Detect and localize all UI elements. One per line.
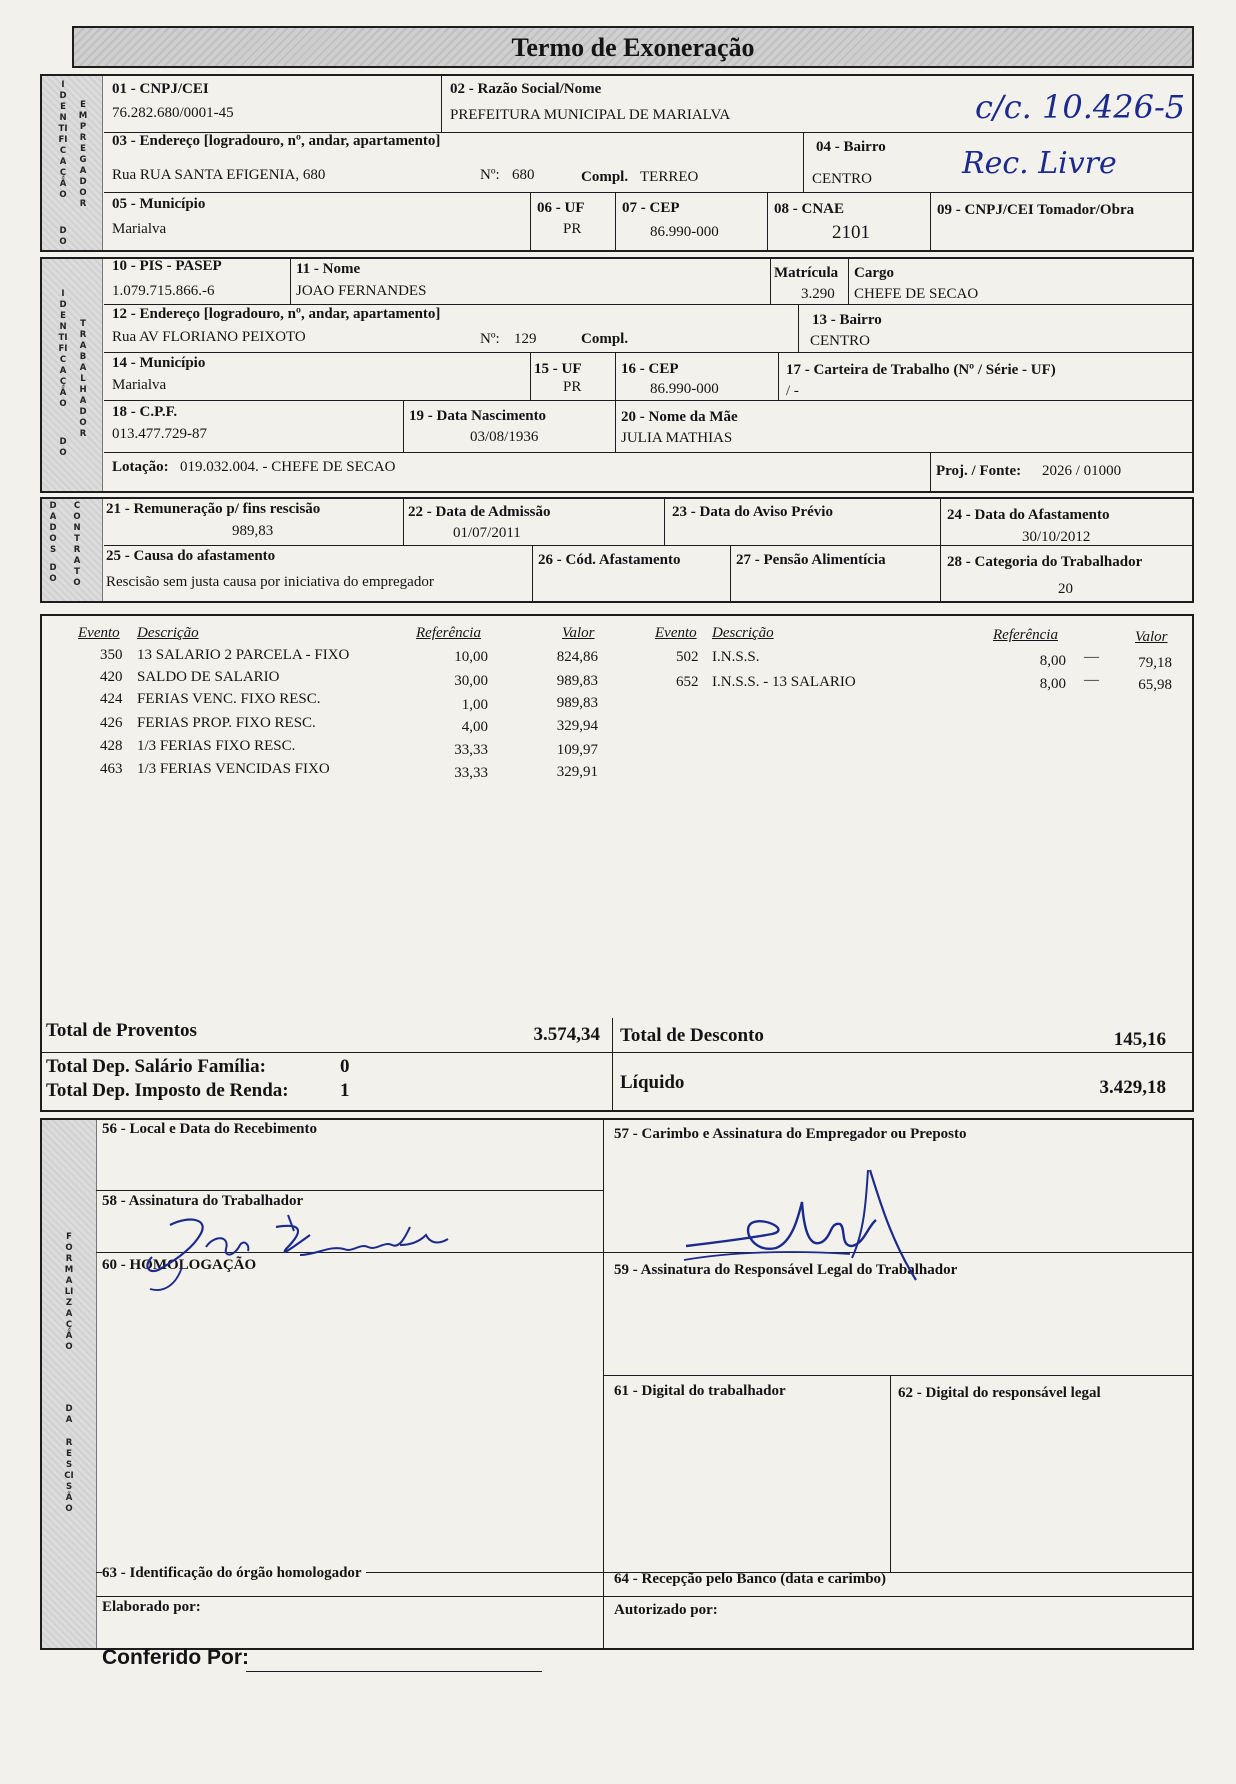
f16-label: 16 - CEP bbox=[621, 361, 679, 377]
f13-label: 13 - Bairro bbox=[812, 312, 882, 328]
matricula-label: Matrícula bbox=[774, 265, 839, 281]
f24-label: 24 - Data do Afastamento bbox=[947, 507, 1110, 523]
matricula-value: 3.290 bbox=[801, 286, 835, 302]
f03-compl-value: TERREO bbox=[640, 169, 699, 185]
descontos-header-evento: Evento bbox=[655, 625, 697, 641]
f14-value: Marialva bbox=[112, 377, 167, 393]
f17-label: 17 - Carteira de Trabalho (Nº / Série - UF) bbox=[786, 362, 1056, 378]
total-familia-label: Total Dep. Salário Família: bbox=[46, 1056, 266, 1077]
handwritten-note-account: c/c. 10.426-5 bbox=[975, 88, 1186, 126]
handwritten-note-receipt: Rec. Livre bbox=[962, 146, 1117, 181]
f01-value: 76.282.680/0001-45 bbox=[112, 105, 234, 121]
lotacao-label: Lotação: bbox=[112, 459, 169, 475]
f25-label: 25 - Causa do afastamento bbox=[106, 548, 276, 564]
proj-value: 2026 / 01000 bbox=[1042, 463, 1122, 479]
worker-signature bbox=[130, 1205, 470, 1295]
f16-value: 86.990-000 bbox=[650, 381, 719, 397]
f03-value: Rua RUA SANTA EFIGENIA, 680 bbox=[112, 167, 326, 183]
f20-label: 20 - Nome da Mãe bbox=[621, 409, 738, 425]
f01-label: 01 - CNPJ/CEI bbox=[112, 81, 209, 97]
f24-value: 30/10/2012 bbox=[1022, 529, 1091, 545]
f03-label: 03 - Endereço [logradouro, nº, andar, apartamento] bbox=[112, 133, 441, 149]
f10-label: 10 - PIS - PASEP bbox=[112, 258, 222, 274]
f05-label: 05 - Município bbox=[112, 196, 206, 212]
descontos-header-referencia: Referência bbox=[993, 627, 1058, 643]
f22-label: 22 - Data de Admissão bbox=[408, 504, 551, 520]
f56-label: 56 - Local e Data do Recebimento bbox=[102, 1121, 317, 1137]
document-title: Termo de Exoneração bbox=[511, 33, 755, 62]
f02-label: 02 - Razão Social/Nome bbox=[450, 81, 602, 97]
f13-value: CENTRO bbox=[810, 333, 870, 349]
f21-label: 21 - Remuneração p/ fins rescisão bbox=[106, 501, 321, 517]
f15-value: PR bbox=[563, 379, 582, 395]
proventos-header-descricao: Descrição bbox=[137, 625, 199, 641]
f28-value: 20 bbox=[1058, 581, 1073, 597]
f21-value: 989,83 bbox=[232, 523, 274, 539]
descontos-header-descricao: Descrição bbox=[712, 625, 774, 641]
total-familia-value: 0 bbox=[340, 1056, 350, 1077]
elaborado-label: Elaborado por: bbox=[102, 1599, 201, 1615]
f12-value: Rua AV FLORIANO PEIXOTO bbox=[112, 329, 306, 345]
f12-numero-label: Nº: bbox=[480, 331, 500, 347]
f17-value: / - bbox=[786, 383, 799, 399]
f12-label: 12 - Endereço [logradouro, nº, andar, apartamento] bbox=[112, 306, 441, 322]
f12-numero-value: 129 bbox=[514, 331, 537, 347]
f19-value: 03/08/1936 bbox=[470, 429, 539, 445]
f14-label: 14 - Município bbox=[112, 355, 206, 371]
f58-label: 58 - Assinatura do Trabalhador bbox=[102, 1193, 304, 1209]
proventos-header-valor: Valor bbox=[562, 625, 595, 641]
employer-signature bbox=[680, 1162, 920, 1302]
f18-label: 18 - C.P.F. bbox=[112, 404, 178, 420]
f22-value: 01/07/2011 bbox=[453, 525, 521, 541]
f08-label: 08 - CNAE bbox=[774, 201, 844, 217]
descontos-header-valor: Valor bbox=[1135, 629, 1168, 645]
cargo-label: Cargo bbox=[854, 265, 894, 281]
f28-label: 28 - Categoria do Trabalhador bbox=[947, 554, 1143, 570]
f25-value: Rescisão sem justa causa por iniciativa do empregador bbox=[106, 574, 434, 590]
f07-value: 86.990-000 bbox=[650, 224, 719, 240]
f03-numero-label: Nº: bbox=[480, 167, 500, 183]
f04-label: 04 - Bairro bbox=[816, 139, 886, 155]
conferido-label: Conferido Por: bbox=[102, 1646, 249, 1669]
f11-value: JOAO FERNANDES bbox=[296, 283, 427, 299]
autorizado-label: Autorizado por: bbox=[614, 1602, 718, 1618]
total-ir-label: Total Dep. Imposto de Renda: bbox=[46, 1080, 289, 1101]
f27-label: 27 - Pensão Alimentícia bbox=[736, 552, 886, 568]
total-ir-value: 1 bbox=[340, 1080, 350, 1101]
f06-value: PR bbox=[563, 221, 582, 237]
f57-label: 57 - Carimbo e Assinatura do Empregador ou Preposto bbox=[614, 1126, 967, 1142]
side-band-contract: DADOS DO CONTRATO bbox=[42, 499, 103, 601]
f04-value: CENTRO bbox=[812, 171, 872, 187]
f12-compl-label: Compl. bbox=[581, 331, 629, 347]
f03-numero-value: 680 bbox=[512, 167, 535, 183]
lotacao-value: 019.032.004. - CHEFE DE SECAO bbox=[180, 459, 396, 475]
proventos-header-referencia: Referência bbox=[416, 625, 481, 641]
f06-label: 06 - UF bbox=[537, 200, 585, 216]
f62-label: 62 - Digital do responsável legal bbox=[898, 1385, 1101, 1401]
f63-label: 63 - Identificação do órgão homologador bbox=[102, 1564, 366, 1582]
f23-label: 23 - Data do Aviso Prévio bbox=[672, 504, 833, 520]
f60-label: 60 - HOMOLOGAÇÃO bbox=[102, 1257, 257, 1273]
f64-label: 64 - Recepção pelo Banco (data e carimbo) bbox=[614, 1571, 887, 1587]
side-band-worker: IDENTIFICAÇÃO DO TRABALHADOR bbox=[42, 259, 103, 491]
total-desconto-label: Total de Desconto bbox=[620, 1025, 764, 1046]
f10-value: 1.079.715.866.-6 bbox=[112, 283, 215, 299]
proj-label: Proj. / Fonte: bbox=[936, 463, 1022, 479]
proventos-header-evento: Evento bbox=[78, 625, 120, 641]
f19-label: 19 - Data Nascimento bbox=[409, 408, 547, 424]
f11-label: 11 - Nome bbox=[296, 261, 361, 277]
total-desconto-value: 145,16 bbox=[1113, 1029, 1166, 1050]
liquido-label: Líquido bbox=[620, 1072, 685, 1093]
side-band-employer: IDENTIFICAÇÃO DO EMPREGADOR bbox=[42, 76, 103, 250]
side-band-formalization: FORMALIZAÇÃO DA RESCISÃO bbox=[42, 1120, 97, 1648]
f61-label: 61 - Digital do trabalhador bbox=[614, 1383, 786, 1399]
f05-value: Marialva bbox=[112, 221, 167, 237]
f02-value: PREFEITURA MUNICIPAL DE MARIALVA bbox=[450, 107, 731, 123]
f59-label: 59 - Assinatura do Responsável Legal do Trabalhador bbox=[614, 1262, 958, 1278]
f09-label: 09 - CNPJ/CEI Tomador/Obra bbox=[937, 202, 1135, 218]
total-proventos-value: 3.574,34 bbox=[533, 1024, 600, 1045]
title-band bbox=[72, 26, 1194, 68]
conferido-line bbox=[246, 1671, 542, 1672]
total-proventos-label: Total de Proventos bbox=[46, 1020, 197, 1041]
f08-value: 2101 bbox=[832, 222, 870, 243]
f26-label: 26 - Cód. Afastamento bbox=[538, 552, 681, 568]
f18-value: 013.477.729-87 bbox=[112, 426, 207, 442]
f03-compl-label: Compl. bbox=[581, 169, 629, 185]
liquido-value: 3.429,18 bbox=[1099, 1077, 1166, 1098]
f20-value: JULIA MATHIAS bbox=[621, 430, 733, 446]
f07-label: 07 - CEP bbox=[622, 200, 680, 216]
cargo-value: CHEFE DE SECAO bbox=[854, 286, 979, 302]
f15-label: 15 - UF bbox=[534, 361, 582, 377]
